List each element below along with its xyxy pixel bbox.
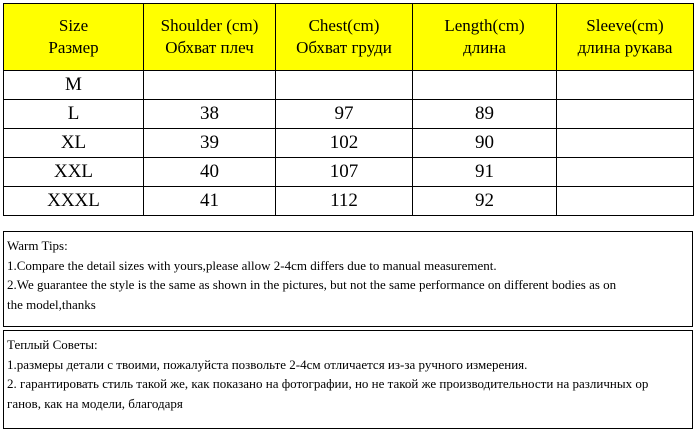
cell-length: 89 (413, 100, 557, 129)
cell-chest: 97 (276, 100, 413, 129)
cell-sleeve (557, 129, 694, 158)
cell-sleeve (557, 71, 694, 100)
header-chest (276, 4, 413, 71)
cell-sleeve (557, 158, 694, 187)
header-shoulder-ru: Обхват плеч (165, 38, 254, 57)
header-chest-en: Chest(cm) (308, 16, 380, 35)
cell-chest: 107 (276, 158, 413, 187)
header-chest-ru: Обхват груди (296, 38, 392, 57)
warm-tips-line-3-ru: ганов, как на модели, благодаря (7, 395, 183, 411)
cell-shoulder: 39 (144, 129, 276, 158)
cell-length: 90 (413, 129, 557, 158)
cell-sleeve (557, 100, 694, 129)
cell-size: XXL (4, 158, 144, 187)
table-row (4, 71, 694, 100)
header-size-en: Size (58, 16, 89, 35)
size-chart-sheet (3, 3, 693, 429)
table-row (4, 187, 694, 216)
warm-tips-line-2-ru: 2. гарантировать стиль такой же, как показано на фотографии, но не такой же производительности на различных ор (7, 376, 649, 391)
cell-sleeve (557, 187, 694, 216)
header-shoulder-en: Shoulder (cm) (160, 16, 259, 35)
cell-chest (276, 71, 413, 100)
cell-size: XL (4, 129, 144, 158)
cell-size: M (4, 71, 144, 100)
warm-tips-line-1: 1.Compare the detail sizes with yours,please allow 2-4cm differs due to manual measurement. (7, 257, 497, 273)
header-sleeve-en: Sleeve(cm) (586, 16, 664, 35)
warm-tips-title-ru: Теплый Советы: (7, 337, 98, 352)
cell-chest: 102 (276, 129, 413, 158)
warm-tips-english (3, 231, 693, 327)
header-length-en: Length(cm) (444, 16, 525, 35)
size-table (3, 3, 694, 216)
warm-tips-line-2: 2.We guarantee the style is the same as shown in the pictures, but not the same performance on different bodies as on (7, 277, 617, 292)
table-row (4, 100, 694, 129)
cell-size: L (4, 100, 144, 129)
warm-tips-russian (3, 330, 693, 429)
cell-size: XXXL (4, 187, 144, 216)
cell-length: 92 (413, 187, 557, 216)
cell-chest: 112 (276, 187, 413, 216)
table-row (4, 158, 694, 187)
cell-shoulder (144, 71, 276, 100)
cell-length: 91 (413, 158, 557, 187)
cell-shoulder: 38 (144, 100, 276, 129)
header-shoulder (144, 4, 276, 71)
header-size-ru: Размер (48, 38, 99, 57)
header-size (4, 4, 144, 71)
header-sleeve (557, 4, 694, 71)
header-sleeve-ru: длина рукава (577, 38, 673, 57)
table-row (4, 129, 694, 158)
warm-tips-line-1-ru: 1.размеры детали с твоими, пожалуйста позвольте 2-4см отличается из-за ручного измерения. (7, 356, 528, 372)
size-table-header-row (4, 4, 694, 71)
cell-shoulder: 41 (144, 187, 276, 216)
warm-tips-title: Warm Tips: (7, 238, 68, 253)
warm-tips-line-3: the model,thanks (7, 296, 96, 312)
cell-shoulder: 40 (144, 158, 276, 187)
cell-length (413, 71, 557, 100)
header-length (413, 4, 557, 71)
header-length-ru: длина (463, 38, 506, 57)
